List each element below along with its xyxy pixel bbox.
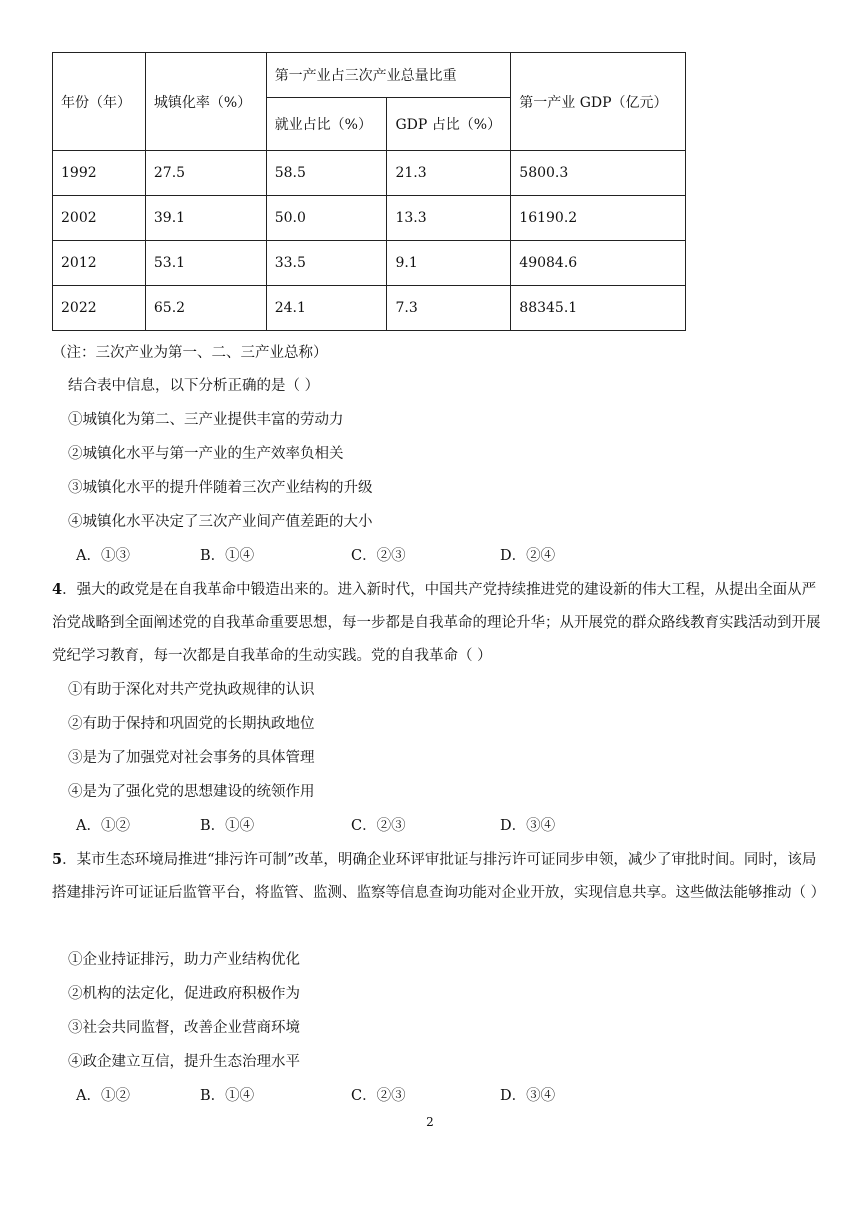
- q4-option-a[interactable]: A．①②: [76, 818, 130, 834]
- data-table: [52, 52, 686, 331]
- q3-item-3: ③城镇化水平的提升伴随着三次产业结构的升级: [68, 480, 373, 496]
- q3-option-d[interactable]: D．②④: [500, 548, 556, 564]
- header-year: 年份（年）: [53, 53, 146, 151]
- q4-item-2: ②有助于保持和巩固党的长期执政地位: [68, 716, 315, 732]
- q4-number: 4: [52, 581, 63, 598]
- q4-item-1: ①有助于深化对共产党执政规律的认识: [68, 682, 315, 698]
- q5-item-4: ④政企建立互信，提升生态治理水平: [68, 1054, 300, 1070]
- q3-item-4: ④城镇化水平决定了三次产业间产值差距的大小: [68, 514, 373, 530]
- table-row: [53, 241, 686, 286]
- table-cell: 27.5: [145, 151, 266, 196]
- table-cell: 21.3: [387, 151, 511, 196]
- table-cell: 65.2: [145, 286, 266, 331]
- q4-item-4: ④是为了强化党的思想建设的统领作用: [68, 784, 315, 800]
- q3-option-a[interactable]: A．①③: [76, 548, 130, 564]
- table-cell: 33.5: [266, 241, 387, 286]
- table-row: [53, 151, 686, 196]
- table-cell: 2012: [53, 241, 146, 286]
- header-urbanization: 城镇化率（%）: [145, 53, 266, 151]
- q3-option-c[interactable]: C．②③: [351, 548, 406, 564]
- q3-item-1: ①城镇化为第二、三产业提供丰富的劳动力: [68, 412, 344, 428]
- q5-stem-block: [52, 843, 826, 910]
- q5-options: [76, 1086, 676, 1106]
- table-cell: 50.0: [266, 196, 387, 241]
- q4-stem-block: [52, 573, 822, 673]
- header-primary-share: 第一产业占三次产业总量比重: [266, 53, 511, 98]
- table-cell: 13.3: [387, 196, 511, 241]
- table-row: [53, 196, 686, 241]
- header-gdp-share: GDP 占比（%）: [387, 98, 511, 151]
- table-cell: 2002: [53, 196, 146, 241]
- q3-options: [76, 546, 676, 566]
- q4-options: [76, 816, 676, 836]
- header-employment-share: 就业占比（%）: [266, 98, 387, 151]
- table-cell: 7.3: [387, 286, 511, 331]
- q3-option-b[interactable]: B．①④: [200, 548, 255, 564]
- table-cell: 49084.6: [511, 241, 686, 286]
- header-primary-gdp: 第一产业 GDP（亿元）: [511, 53, 686, 151]
- table-cell: 9.1: [387, 241, 511, 286]
- table-note: （注：三次产业为第一、二、三产业总称）: [52, 345, 328, 361]
- q5-item-1: ①企业持证排污，助力产业结构优化: [68, 952, 300, 968]
- q4-option-b[interactable]: B．①④: [200, 818, 255, 834]
- table-cell: 24.1: [266, 286, 387, 331]
- table-cell: 88345.1: [511, 286, 686, 331]
- q5-stem: ．某市生态环境局推进“排污许可制”改革，明确企业环评审批证与排污许可证同步申领，减少了审批时间。同时，该局搭建排污许可证证后监管平台，将监管、监测、监察等信息查询功能对企业开放，实现信息共享。这些做法能够推动（ ）: [52, 852, 826, 901]
- q4-stem: ．强大的政党是在自我革命中锻造出来的。进入新时代，中国共产党持续推进党的建设新的伟大工程，从提出全面从严治党战略到全面阐述党的自我革命重要思想，每一步都是自我革命的理论升华；从开展党的群众路线教育实践活动到开展党纪学习教育，每一次都是自我革命的生动实践。党的自我革命（ ）: [52, 582, 821, 664]
- q4-option-d[interactable]: D．③④: [500, 818, 556, 834]
- q5-option-b[interactable]: B．①④: [200, 1088, 255, 1104]
- q5-option-d[interactable]: D．③④: [500, 1088, 556, 1104]
- table-cell: 39.1: [145, 196, 266, 241]
- table-cell: 58.5: [266, 151, 387, 196]
- table-cell: 1992: [53, 151, 146, 196]
- table-cell: 16190.2: [511, 196, 686, 241]
- q3-item-2: ②城镇化水平与第一产业的生产效率负相关: [68, 446, 344, 462]
- table-cell: 53.1: [145, 241, 266, 286]
- table-cell: 5800.3: [511, 151, 686, 196]
- q3-stem: 结合表中信息，以下分析正确的是（ ）: [68, 378, 320, 394]
- q5-number: 5: [52, 851, 63, 868]
- page-number: 2: [426, 1115, 434, 1129]
- q5-item-2: ②机构的法定化，促进政府积极作为: [68, 986, 300, 1002]
- q5-item-3: ③社会共同监督，改善企业营商环境: [68, 1020, 300, 1036]
- q4-option-c[interactable]: C．②③: [351, 818, 406, 834]
- table-header-row: [53, 53, 686, 98]
- q5-option-a[interactable]: A．①②: [76, 1088, 130, 1104]
- q4-item-3: ③是为了加强党对社会事务的具体管理: [68, 750, 315, 766]
- table-row: [53, 286, 686, 331]
- q5-option-c[interactable]: C．②③: [351, 1088, 406, 1104]
- table-cell: 2022: [53, 286, 146, 331]
